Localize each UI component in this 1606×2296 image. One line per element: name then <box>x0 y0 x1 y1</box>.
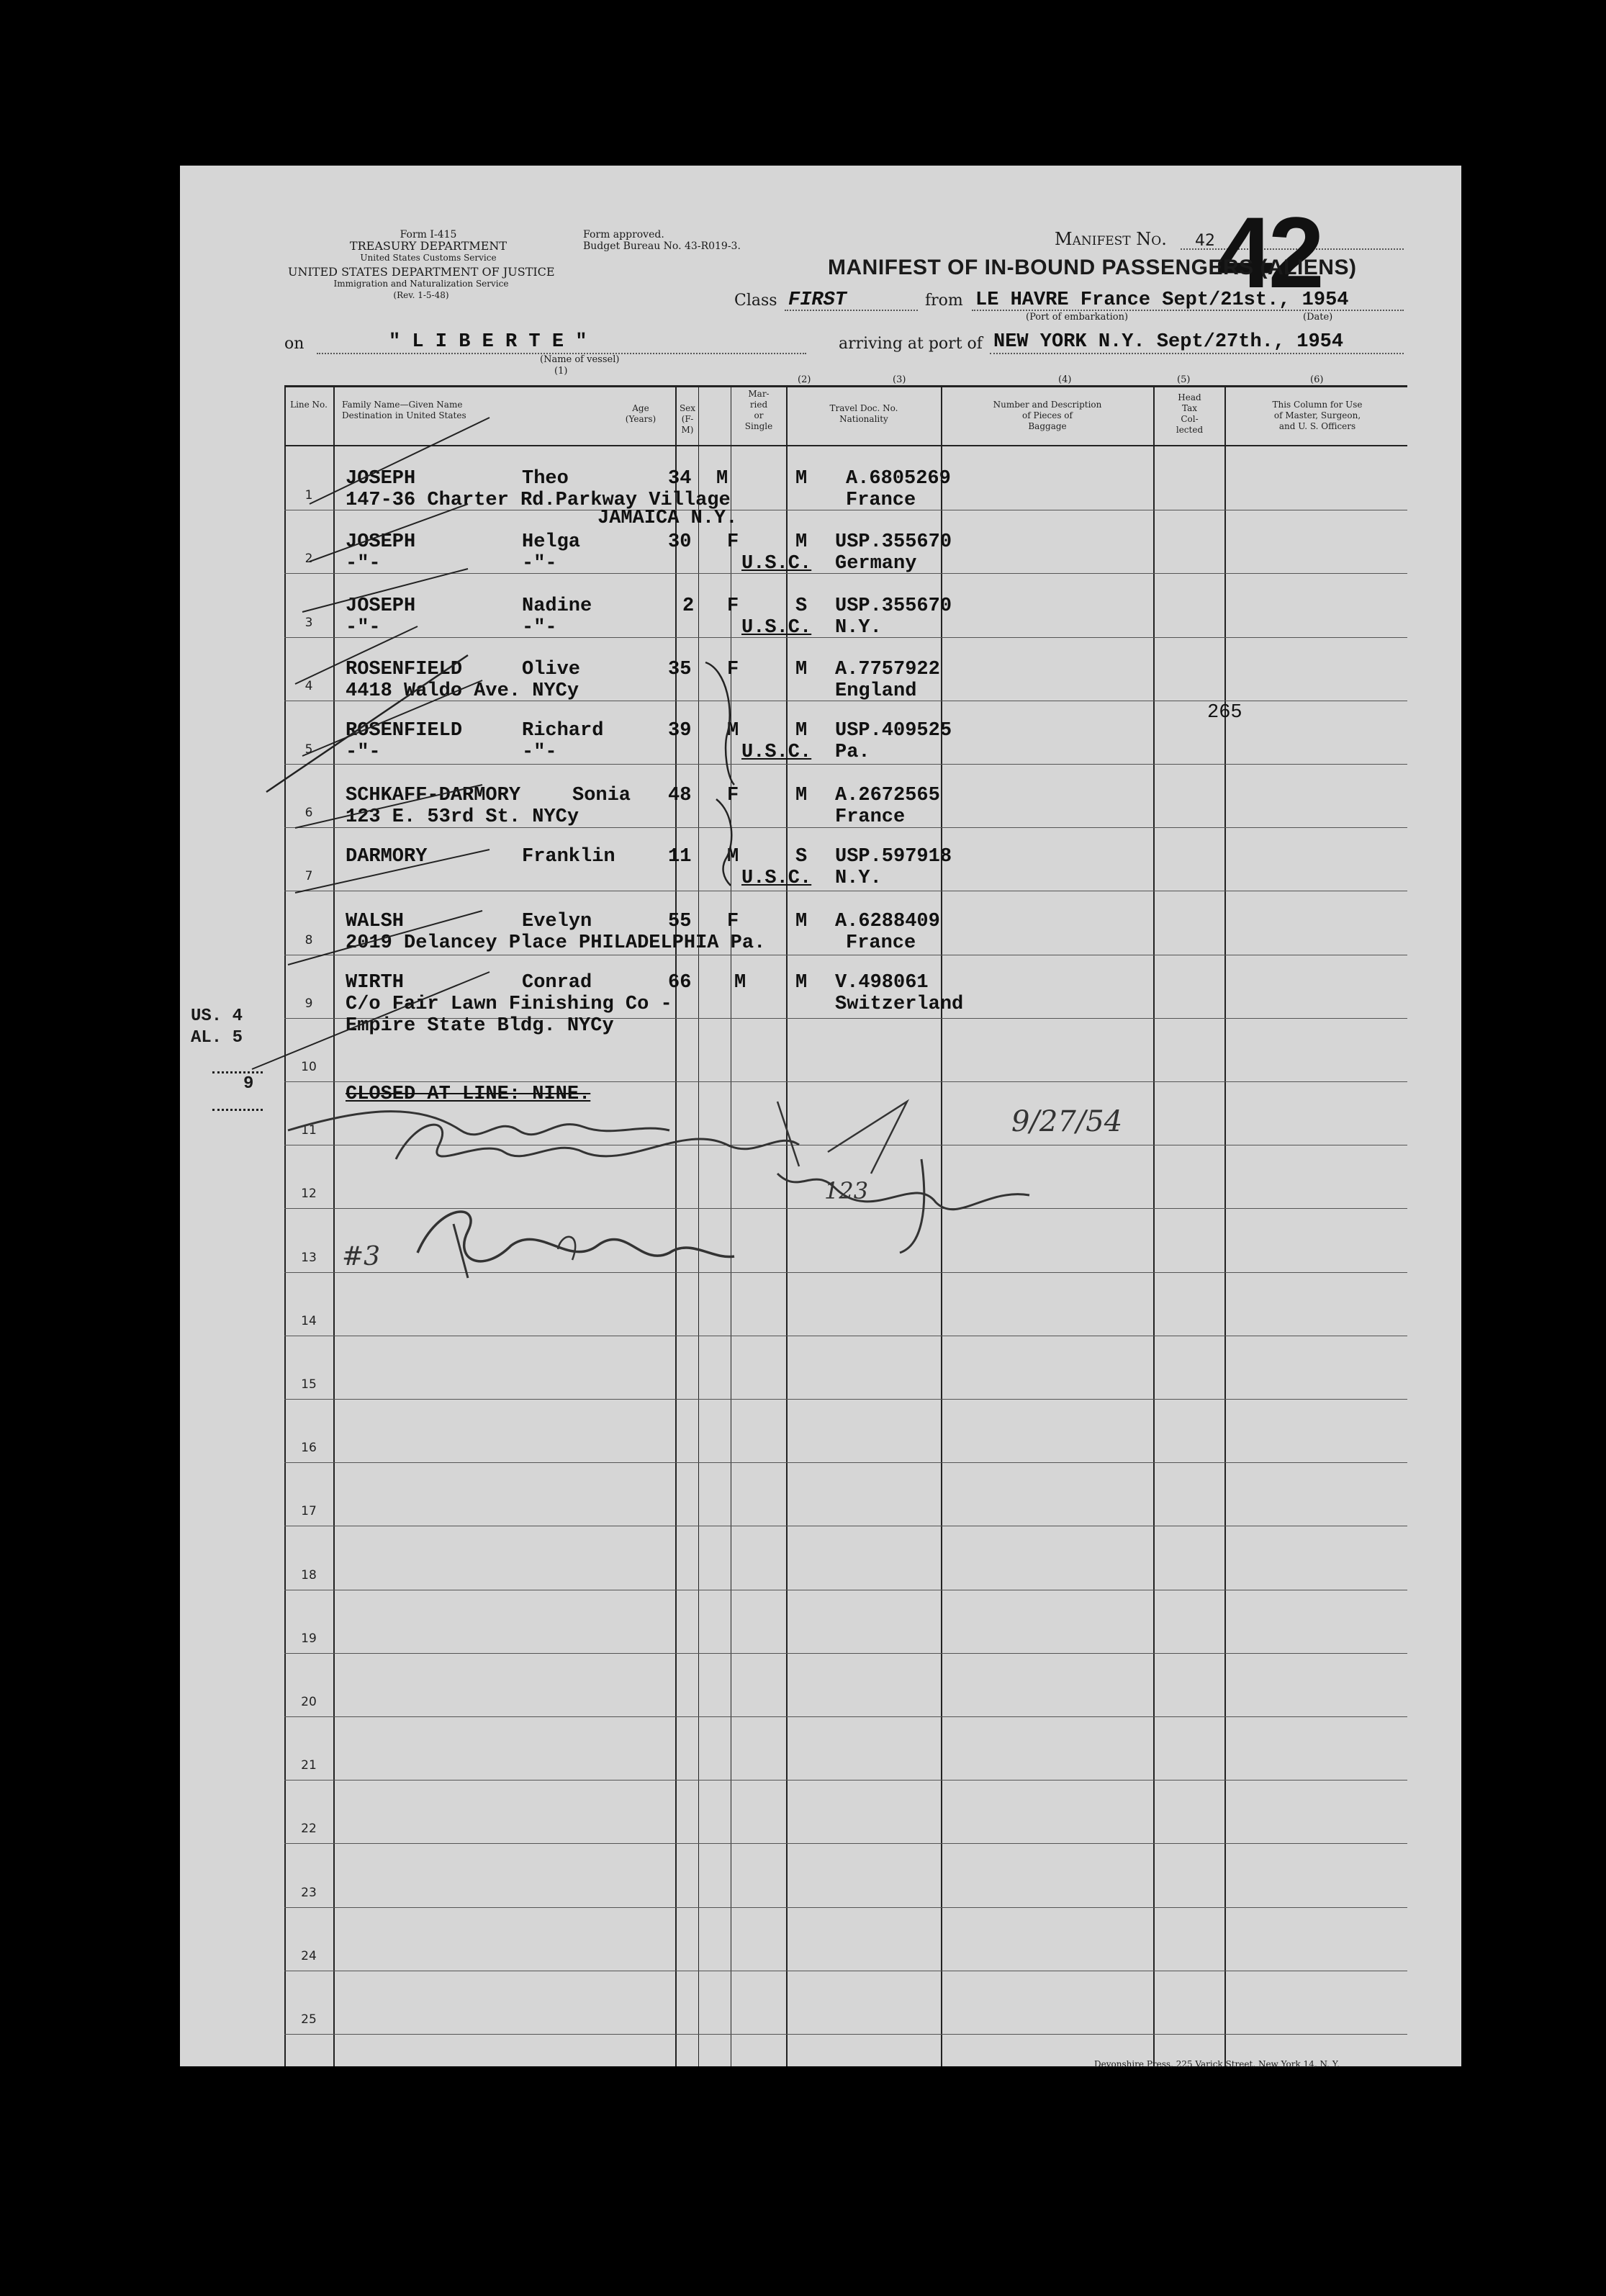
passenger-address: 147-36 Charter Rd.Parkway Village <box>346 490 731 511</box>
passenger-doc: USP.409525 <box>835 720 952 742</box>
passenger-marital: M <box>795 531 808 553</box>
header-officers: This Column for Use of Master, Surgeon, and U. S. Officers <box>1272 400 1363 431</box>
header-sex: Sex (F-M) <box>679 403 696 435</box>
line-number: 20 <box>301 1695 317 1709</box>
passenger-doc: A.2672565 <box>835 785 940 806</box>
col-num-4: (4) <box>1058 374 1072 385</box>
date-caption: (Date) <box>1303 312 1333 323</box>
passenger-age: 35 <box>668 659 692 680</box>
passenger-age: 48 <box>668 785 692 806</box>
passenger-address: 123 E. 53rd St. NYCy <box>346 806 579 828</box>
budget-bureau: Budget Bureau No. 43-R019-3. <box>583 240 741 252</box>
passenger-address: 2019 Delancey Place PHILADELPHIA Pa. <box>346 932 766 954</box>
passenger-doc: A.6288409 <box>835 911 940 932</box>
header-name-text: Family Name—Given Name Destination in United States <box>342 400 466 420</box>
passenger-sex: M <box>727 846 739 868</box>
line-number: 25 <box>301 2012 317 2027</box>
header-line-no: Line No. <box>290 400 328 410</box>
passenger-given-ditto: -"- <box>522 617 557 639</box>
passenger-marital: M <box>795 911 808 932</box>
header-travel-doc: Travel Doc. No. Nationality <box>829 403 898 424</box>
passenger-family: ROSENFIELD <box>346 659 463 680</box>
handwritten-badge: #3 <box>342 1242 381 1271</box>
passenger-age: 30 <box>668 531 692 553</box>
passenger-marital: M <box>795 972 808 994</box>
passenger-age: 2 <box>682 595 695 617</box>
passenger-sex: F <box>727 595 739 617</box>
line-number: 9 <box>304 996 313 1011</box>
passenger-doc: A.7757922 <box>835 659 940 680</box>
passenger-nationality: N.Y. <box>835 868 882 889</box>
passenger-address-city: JAMAICA N.Y. <box>597 508 738 529</box>
closed-note: CLOSED AT LINE: NINE. <box>346 1084 591 1105</box>
passenger-address: -"- <box>346 617 381 639</box>
passenger-family: WIRTH <box>346 972 405 994</box>
manifest-no-label: Manifest No. <box>1055 229 1167 249</box>
passenger-given: Helga <box>522 531 581 553</box>
handwritten-date: 9/27/54 <box>1011 1105 1123 1138</box>
passenger-age: 39 <box>668 720 692 742</box>
line-number: 1 <box>304 488 313 503</box>
passenger-family: JOSEPH <box>346 468 416 490</box>
line-number: 5 <box>304 742 313 757</box>
passenger-nationality: France <box>835 806 906 828</box>
manifest-no-value: 42 <box>1195 232 1215 250</box>
passenger-age: 66 <box>668 972 692 994</box>
from-label: from <box>925 292 963 310</box>
passenger-family: SCHKAFF-DARMORY <box>346 785 521 806</box>
header-baggage: Number and Description of Pieces of Baggage <box>993 400 1102 431</box>
line-number: 11 <box>301 1123 317 1138</box>
passenger-doc: V.498061 <box>835 972 929 994</box>
passenger-family: JOSEPH <box>346 531 416 553</box>
col-num-5: (5) <box>1177 374 1191 385</box>
passenger-nationality: France <box>846 490 916 511</box>
passenger-marital: S <box>795 595 808 617</box>
passenger-nationality: Switzerland <box>835 994 964 1015</box>
from-value: LE HAVRE France Sept/21st., 1954 <box>975 289 1349 311</box>
header-head-tax: Head Tax Col- lected <box>1176 392 1204 435</box>
passenger-given: Franklin <box>522 846 615 868</box>
passenger-given: Sonia <box>572 785 631 806</box>
line-number: 15 <box>301 1377 317 1392</box>
line-number: 2 <box>304 552 313 567</box>
head-tax-note: 265 <box>1207 702 1242 724</box>
line-number: 21 <box>301 1758 317 1773</box>
line-number: 13 <box>301 1250 317 1265</box>
passenger-usc: U.S.C. <box>741 617 812 639</box>
line-number: 16 <box>301 1441 317 1456</box>
passenger-sex: M <box>734 972 746 994</box>
arriving-label: arriving at port of <box>839 335 983 353</box>
passenger-age: 34 <box>668 468 692 490</box>
header-age: Age (Years) <box>625 403 657 424</box>
passenger-sex: F <box>727 531 739 553</box>
line-number: 18 <box>301 1567 317 1583</box>
passenger-given: Nadine <box>522 595 592 617</box>
col-num-2: (2) <box>798 374 811 385</box>
header-married: Mar- ried or Single <box>744 389 773 431</box>
passenger-doc: USP.355670 <box>835 595 952 617</box>
passenger-address-city: Empire State Bldg. NYCy <box>346 1015 614 1037</box>
vessel-name: " L I B E R T E " <box>389 331 587 353</box>
revision-date: (Rev. 1-5-48) <box>393 290 449 300</box>
passenger-family: JOSEPH <box>346 595 416 617</box>
passenger-family: DARMORY <box>346 846 428 868</box>
passenger-sex: F <box>727 785 739 806</box>
passenger-given: Olive <box>522 659 581 680</box>
line-number: 12 <box>301 1187 317 1202</box>
justice-dept: UNITED STATES DEPARTMENT OF JUSTICE <box>288 265 555 279</box>
passenger-given: Richard <box>522 720 604 742</box>
passenger-doc: A.6805269 <box>846 468 951 490</box>
printer-footer: Devonshire Press, 225 Varick Street, New York 14, N. Y. <box>1094 2059 1340 2069</box>
passenger-nationality: Pa. <box>835 742 870 763</box>
passenger-address: 4418 Waldo Ave. NYCy <box>346 680 579 702</box>
handwritten-annotations <box>180 166 1461 2066</box>
passenger-marital: M <box>795 720 808 742</box>
passenger-sex: F <box>727 911 739 932</box>
line-number: 8 <box>304 932 313 947</box>
passenger-marital: S <box>795 846 808 868</box>
passenger-address: -"- <box>346 553 381 575</box>
line-number: 14 <box>301 1313 317 1328</box>
line-number: 17 <box>301 1504 317 1519</box>
customs-service: United States Customs Service <box>360 253 497 263</box>
on-label: on <box>284 335 304 353</box>
line-number: 24 <box>301 1948 317 1963</box>
line-number: 3 <box>304 615 313 630</box>
passenger-doc: USP.597918 <box>835 846 952 868</box>
line-number: 4 <box>304 678 313 693</box>
passenger-sex: F <box>727 659 739 680</box>
manifest-title: MANIFEST OF IN-BOUND PASSENGERS (ALIENS) <box>828 256 1357 279</box>
handwritten-number: 123 <box>824 1177 869 1205</box>
big-manifest-number: 42 <box>1217 196 1320 309</box>
passenger-nationality: England <box>835 680 917 702</box>
passenger-usc: U.S.C. <box>741 553 812 575</box>
passenger-given: Theo <box>522 468 569 490</box>
line-number: 19 <box>301 1631 317 1646</box>
passenger-age: 11 <box>668 846 692 868</box>
port-caption: (Port of embarkation) <box>1026 312 1129 323</box>
passenger-given-ditto: -"- <box>522 742 557 763</box>
arriving-value: NEW YORK N.Y. Sept/27th., 1954 <box>993 331 1344 353</box>
col-num-6: (6) <box>1310 374 1324 385</box>
margin-al-count: AL. 5 <box>191 1028 243 1048</box>
form-number: Form I-415 <box>400 229 457 240</box>
passenger-address: C/o Fair Lawn Finishing Co - <box>346 994 672 1015</box>
line-number: 7 <box>304 869 313 884</box>
passenger-given: Evelyn <box>522 911 592 932</box>
treasury-dept: TREASURY DEPARTMENT <box>349 239 507 253</box>
line-number: 23 <box>301 1885 317 1900</box>
vessel-caption: (Name of vessel) <box>540 354 620 365</box>
passenger-family: ROSENFIELD <box>346 720 463 742</box>
passenger-usc: U.S.C. <box>741 868 812 889</box>
vessel-col-number: (1) <box>554 366 568 377</box>
class-label: Class <box>734 292 777 310</box>
passenger-given: Conrad <box>522 972 592 994</box>
passenger-marital: M <box>795 468 808 490</box>
passenger-marital: M <box>795 785 808 806</box>
passenger-given-ditto: -"- <box>522 553 557 575</box>
col-num-3: (3) <box>893 374 906 385</box>
form-approved: Form approved. <box>583 229 664 240</box>
margin-us-count: US. 4 <box>191 1007 243 1026</box>
margin-total: 9 <box>243 1074 254 1094</box>
line-number: 22 <box>301 1822 317 1837</box>
passenger-marital: M <box>795 659 808 680</box>
line-number: 10 <box>301 1060 317 1074</box>
passenger-usc: U.S.C. <box>741 742 812 763</box>
passenger-nationality: N.Y. <box>835 617 882 639</box>
passenger-doc: USP.355670 <box>835 531 952 553</box>
line-number: 6 <box>304 806 313 821</box>
class-value: FIRST <box>788 289 847 311</box>
passenger-sex: M <box>716 468 728 490</box>
passenger-nationality: Germany <box>835 553 917 575</box>
passenger-nationality: France <box>846 932 916 954</box>
passenger-family: WALSH <box>346 911 405 932</box>
manifest-page <box>180 166 1461 2069</box>
passenger-address: -"- <box>346 742 381 763</box>
passenger-age: 55 <box>668 911 692 932</box>
ins-service: Immigration and Naturalization Service <box>333 279 509 289</box>
passenger-sex: M <box>727 720 739 742</box>
